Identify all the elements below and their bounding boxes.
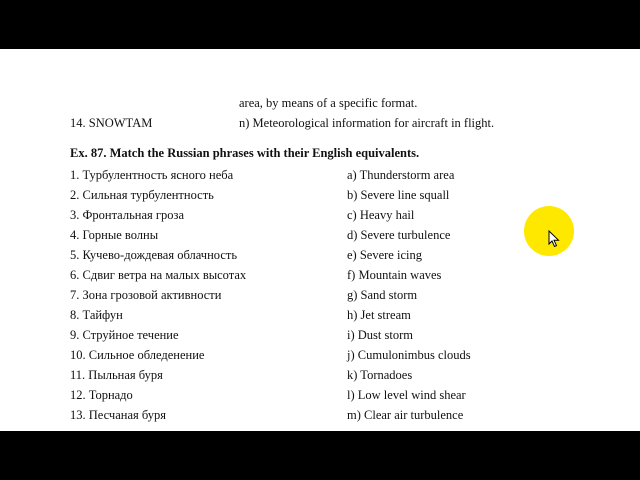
- russian-phrase: 12. Торнадо: [70, 388, 133, 402]
- list-row: [0, 328, 640, 348]
- english-phrase: j) Cumulonimbus clouds: [347, 348, 471, 362]
- russian-phrase: 10. Сильное обледенение: [70, 348, 205, 362]
- russian-phrase: 1. Турбулентность ясного неба: [70, 168, 234, 182]
- russian-phrase: 2. Сильная турбулентность: [70, 188, 214, 202]
- english-phrase: b) Severe line squall: [347, 188, 450, 202]
- list-row: [0, 408, 640, 428]
- russian-phrase: 7. Зона грозовой активности: [70, 288, 222, 302]
- english-phrase: g) Sand storm: [347, 288, 418, 302]
- english-phrase: k) Tornadoes: [347, 368, 413, 382]
- english-phrase: m) Clear air turbulence: [347, 408, 464, 422]
- list-row: [0, 288, 640, 308]
- russian-phrase: 3. Фронтальная гроза: [70, 208, 185, 222]
- english-phrase: f) Mountain waves: [347, 268, 442, 282]
- russian-phrase: 9. Струйное течение: [70, 328, 179, 342]
- list-row: [0, 188, 640, 208]
- english-phrase: i) Dust storm: [347, 328, 413, 342]
- english-phrase: d) Severe turbulence: [347, 228, 451, 242]
- list-row: [0, 268, 640, 288]
- english-phrase: h) Jet stream: [347, 308, 411, 322]
- english-phrase: l) Low level wind shear: [347, 388, 466, 402]
- list-row: [0, 388, 640, 408]
- item-n-definition: n) Meteorological information for aircraft in flight.: [239, 116, 495, 130]
- list-row: [0, 348, 640, 368]
- list-row: [0, 308, 640, 328]
- russian-phrase: 8. Тайфун: [70, 308, 123, 322]
- item-14-term: 14. SNOWTAM: [70, 116, 153, 130]
- list-row: [0, 168, 640, 188]
- english-phrase: e) Severe icing: [347, 248, 422, 262]
- russian-phrase: 6. Сдвиг ветра на малых высотах: [70, 268, 247, 282]
- mouse-pointer-icon: [548, 230, 560, 248]
- list-row: [0, 368, 640, 388]
- exercise-heading: Ex. 87. Match the Russian phrases with their English equivalents.: [70, 146, 420, 160]
- english-phrase: c) Heavy hail: [347, 208, 415, 222]
- english-phrase: a) Thunderstorm area: [347, 168, 455, 182]
- continuation-line: area, by means of a specific format.: [239, 96, 418, 110]
- russian-phrase: 5. Кучево-дождевая облачность: [70, 248, 238, 262]
- document-page: [0, 49, 640, 431]
- russian-phrase: 4. Горные волны: [70, 228, 159, 242]
- russian-phrase: 13. Песчаная буря: [70, 408, 167, 422]
- russian-phrase: 11. Пыльная буря: [70, 368, 163, 382]
